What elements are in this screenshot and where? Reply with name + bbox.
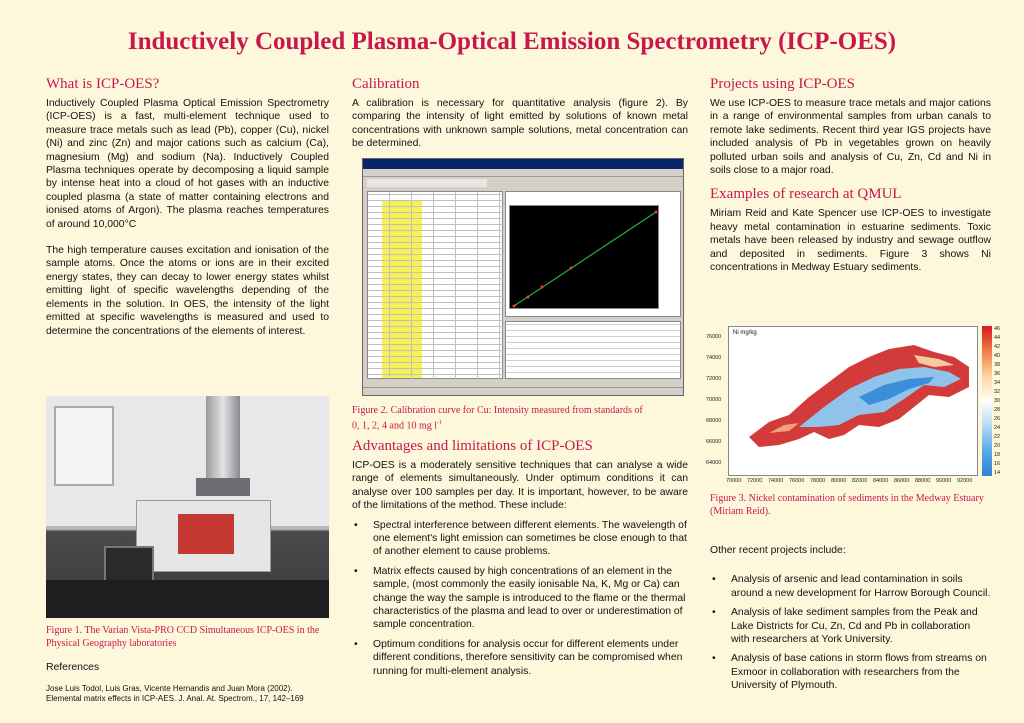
- map-x-tick: 92000: [957, 478, 973, 484]
- reference-entry: Jose Luis Todol, Luis Gras, Vicente Hernandis and Juan Mora (2002). Elemental matrix effects in ICP-AES. J. Anal. At. Spectrom., 17, 142–169: [46, 684, 304, 703]
- scale-label: 16: [994, 461, 1001, 467]
- examples-paragraph: Miriam Reid and Kate Spencer use ICP-OES to investigate heavy metal contamination in estuarine sediments. Toxic metals have been released by industry and sewage outflow and deposited in sediments. Figure 3 shows Ni concentrations in Medway Estuary sediments.: [710, 208, 991, 274]
- scale-label: 28: [994, 407, 1001, 413]
- calibration-paragraph: A calibration is necessary for quantitative analysis (figure 2). By comparing the intensity of light emitted by solutions of known metal concentrations with unknown sample solutions, metal concentration can be determined.: [352, 98, 688, 150]
- map-x-tick: 76000: [789, 478, 805, 484]
- map-x-tick: 78000: [810, 478, 826, 484]
- calibration-software-screenshot: [362, 158, 684, 396]
- list-item: • Analysis of arsenic and lead contamination in soils around a new development for Harrow Borough Council.: [710, 573, 991, 600]
- map-x-tick: 70000: [726, 478, 742, 484]
- scale-label: 44: [994, 335, 1001, 341]
- heading-advantages: Advantages and limitations of ICP-OES: [352, 438, 593, 454]
- map-x-tick: 84000: [873, 478, 889, 484]
- map-x-tick: 82000: [852, 478, 868, 484]
- section-other-projects: [710, 544, 991, 699]
- column-projects: [710, 76, 991, 274]
- map-y-tick: 76000: [706, 334, 722, 340]
- map-x-tick: 90000: [936, 478, 952, 484]
- scale-label: 14: [994, 470, 1001, 476]
- other-projects-list: [710, 573, 991, 692]
- map-color-scale: [982, 326, 992, 476]
- list-item: • Matrix effects caused by high concentrations of an element in the sample, (most commonly the easily ionisable Na, K, Mg or Ca) can change the way the sample is introduced to the flame or the thermal characteristics of the plasma and lead to over or underestimation of sample concentration.: [352, 565, 688, 632]
- column-calibration: [352, 76, 688, 151]
- scale-label: 30: [994, 398, 1001, 404]
- scale-label: 22: [994, 434, 1001, 440]
- column-what-is: [46, 76, 329, 338]
- figure-1-caption: Figure 1. The Varian Vista-PRO CCD Simultaneous ICP-OES in the Physical Geography laboratories: [46, 625, 320, 649]
- figure-2-caption: [352, 404, 688, 432]
- scale-label: 32: [994, 389, 1001, 395]
- figure-2-caption-superscript: -1: [437, 420, 442, 426]
- scale-label: 46: [994, 326, 1001, 332]
- map-y-tick: 66000: [706, 439, 722, 445]
- list-item: • Analysis of base cations in storm flows from streams on Exmoor in collaboration with researchers from the University of Plymouth.: [710, 652, 991, 692]
- figure-3-caption: Figure 3. Nickel contamination of sediments in the Medway Estuary (Miriam Reid).: [710, 493, 984, 517]
- scale-label: 20: [994, 443, 1001, 449]
- scale-label: 38: [994, 362, 1001, 368]
- map-x-tick: 86000: [894, 478, 910, 484]
- map-x-tick: 88000: [915, 478, 931, 484]
- section-advantages: [352, 438, 688, 684]
- list-item: • Optimum conditions for analysis occur for different elements under different conditions, therefore sensitivity can be compromised when running for multi-element analysis.: [352, 638, 688, 678]
- icp-oes-instrument-photo: [46, 396, 329, 618]
- figure-2-caption-line-1: Figure 2. Calibration curve for Cu: Intensity measured from standards of: [352, 405, 643, 416]
- map-y-tick: 72000: [706, 376, 722, 382]
- projects-paragraph: We use ICP-OES to measure trace metals and major cations in a range of environmental samples from urban canals to remote lake sediments. Recent third year IGS projects have included analysis of Pb in vegetables grown on heavily polluted urban soils and analysis of Cu, Zn, Cd and Ni in soils close to a major road.: [710, 98, 991, 177]
- scale-label: 36: [994, 371, 1001, 377]
- map-x-tick: 72000: [747, 478, 763, 484]
- figure-2-caption-line-2: 0, 1, 2, 4 and 10 mg l: [352, 420, 437, 432]
- references-heading: References: [46, 662, 100, 673]
- map-unit-label: Ni mg/kg: [733, 330, 757, 336]
- calibration-curve-icon: [510, 206, 660, 310]
- advantages-paragraph: ICP-OES is a moderately sensitive techniques that can analyse a wide range of elements simultaneously. Under optimum conditions it can analyse over 100 samples per day. It is important, however, to be aware of the limitations of the method. These include:: [352, 460, 688, 512]
- what-is-paragraph-1: Inductively Coupled Plasma Optical Emission Spectrometry (ICP-OES) is a fast, multi-element technique used to measure trace metals such as lead (Pb), copper (Cu), nickel (Ni) and zinc (Zn) and major cations such as calcium (Ca), magnesium (Mg) and sodium (Na). Inductively Coupled Plasma techniques operate by decomposing a liquid sample by intense heat into a cloud of hot gases with an inductive coupled plasma (a state of matter containing electrons and ionised atoms of Argon). The plasma reaches temperatures of around 10,000°C: [46, 98, 329, 230]
- list-item: • Analysis of lake sediment samples from the Peak and Lake Districts for Cu, Zn, Cd and Pb in collaboration with researchers at York University.: [710, 606, 991, 646]
- heading-calibration: Calibration: [352, 76, 420, 92]
- map-y-tick: 68000: [706, 418, 722, 424]
- map-y-tick: 70000: [706, 397, 722, 403]
- map-x-tick: 80000: [831, 478, 847, 484]
- scale-label: 42: [994, 344, 1001, 350]
- heading-projects: Projects using ICP-OES: [710, 76, 856, 92]
- scale-label: 24: [994, 425, 1001, 431]
- scale-label: 34: [994, 380, 1001, 386]
- map-x-tick: 74000: [768, 478, 784, 484]
- what-is-paragraph-2: The high temperature causes excitation and ionisation of the sample atoms. Once the atoms or ions are in their excited energy states, they can decay to lower energy states whilst emitting light of specific wavelengths depending of the elements in the solution. In OES, the intensity of the light emitted at specific wavelengths is measured and used to determine the concentrations of the elements of interest.: [46, 245, 329, 337]
- poster-title: Inductively Coupled Plasma-Optical Emission Spectrometry (ICP-OES): [127, 28, 897, 55]
- other-projects-intro: Other recent projects include:: [710, 545, 846, 556]
- heading-examples: Examples of research at QMUL: [710, 186, 902, 203]
- scale-label: 18: [994, 452, 1001, 458]
- list-item: • Spectral interference between different elements. The wavelength of one element's light emission can sometimes be close enough to that of another element to cause problems.: [352, 519, 688, 559]
- map-y-tick: 64000: [706, 460, 722, 466]
- estuary-contour-icon: [729, 327, 979, 477]
- heading-what-is: What is ICP-OES?: [46, 76, 160, 92]
- scale-label: 26: [994, 416, 1001, 422]
- scale-label: 40: [994, 353, 1001, 359]
- map-y-tick: 74000: [706, 355, 722, 361]
- medway-nickel-map: [706, 324, 1001, 488]
- limitations-list: [352, 519, 688, 678]
